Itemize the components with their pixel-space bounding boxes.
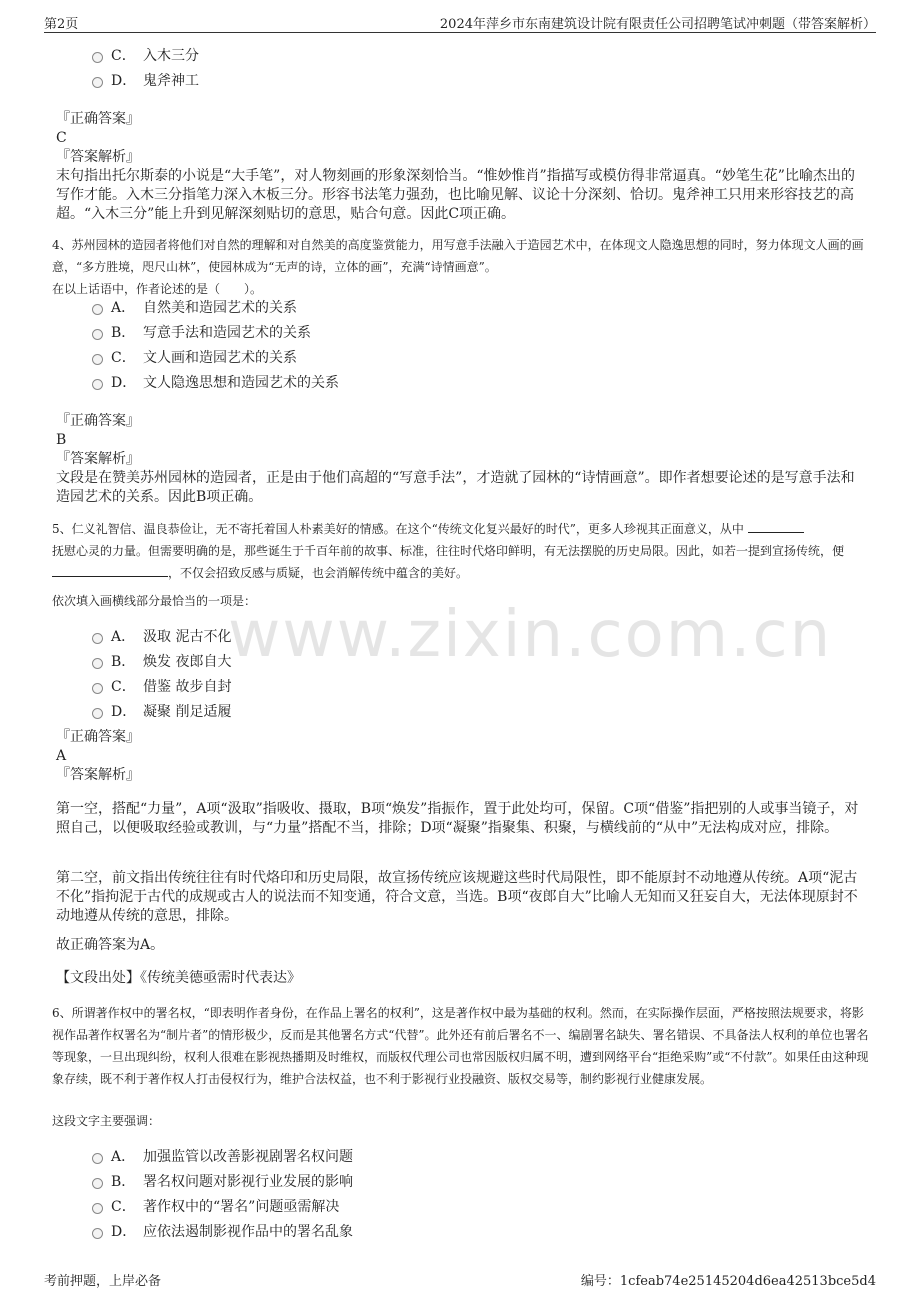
q5-stem: 5、仁义礼智信、温良恭俭让，无不寄托着国人朴素美好的情感。在这个“传统文化复兴最好的时代”，更多人珍视其正面意义，从中 抚慰心灵的力量。但需要明确的是，那些诞生于千百年前的故事、标准，往往时代烙印鲜明，有无法摆脱的历史局限。因此，如若一提到宣扬传统，便 ，不仅会招致反感与质疑，也会消解传统中蕴含的美好。	[52, 518, 870, 584]
q5-analysis-2: 第二空，前文指出传统往往有时代烙印和历史局限，故宣扬传统应该规避这些时代局限性，即不能原封不动地遵从传统。A项“泥古不化”指拘泥于古代的成规或古人的说法而不知变通，符合文意，当选。B项“夜郎自大”比喻人无知而又狂妄自大，无法体现原封不动地遵从传统的意思，排除。	[56, 870, 858, 924]
q3-answer-block	[56, 110, 868, 224]
q4-options	[92, 294, 692, 394]
analysis-heading: 『答案解析』	[56, 149, 140, 165]
answer-value: B	[56, 432, 67, 448]
document-id: 编号：1cfeab74e25145204d6ea42513bce5d4	[580, 1274, 876, 1289]
radio-icon[interactable]	[92, 329, 103, 340]
q5-option-a[interactable]: A． 汲取 泥古不化	[92, 623, 692, 648]
radio-icon[interactable]	[92, 1203, 103, 1214]
source-title: 《传统美德亟需时代表达》	[140, 970, 301, 986]
q5-option-b[interactable]: B． 焕发 夜郎自大	[92, 648, 692, 673]
q6-option-a[interactable]: A． 加强监管以改善影视剧署名权问题	[92, 1143, 692, 1168]
q5-option-c[interactable]: C． 借鉴 故步自封	[92, 673, 692, 698]
fill-blank-2	[52, 562, 168, 577]
q6-option-c[interactable]: C． 著作权中的“署名”问题亟需解决	[92, 1193, 692, 1218]
radio-icon[interactable]	[92, 77, 103, 88]
footer-slogan: 考前押题，上岸必备	[44, 1274, 162, 1289]
q5-option-d[interactable]: D． 凝聚 削足适履	[92, 698, 692, 723]
q5-source	[56, 969, 868, 988]
source-label: 【文段出处】	[56, 970, 140, 986]
analysis-text: 文段是在赞美苏州园林的造园者，正是由于他们高超的“写意手法”，才造就了园林的“诗情画意”。即作者想要论述的是写意手法和造园艺术的关系。因此B项正确。	[56, 470, 855, 505]
q4-option-b[interactable]: B． 写意手法和造园艺术的关系	[92, 319, 692, 344]
q5-answer-block	[56, 728, 868, 785]
q5-options	[92, 623, 692, 723]
q5-conclusion: 故正确答案为A。	[56, 937, 165, 953]
fill-blank-1	[748, 518, 804, 533]
radio-icon[interactable]	[92, 633, 103, 644]
q4-stem: 4、苏州园林的造园者将他们对自然的理解和对自然美的高度鉴赏能力，用写意手法融入于造园艺术中，在体现文人隐逸思想的同时，努力体现文人画的画意，“多方胜境，咫尺山林”，使园林成为“无声的诗，立体的画”，充满“诗情画意”。 在以上话语中，作者论述的是（ ）。	[52, 234, 870, 300]
q4-option-d[interactable]: D． 文人隐逸思想和造园艺术的关系	[92, 369, 692, 394]
radio-icon[interactable]	[92, 683, 103, 694]
answer-heading: 『正确答案』	[56, 111, 140, 127]
q5-analysis-1: 第一空，搭配“力量”，A项“汲取”指吸收、摄取，B项“焕发”指振作，置于此处均可，保留。C项“借鉴”指把别的人或事当镜子，对照自己，以便吸取经验或教训，与“力量”搭配不当，排除；D项“凝聚”指聚集、积聚，与横线前的“从中”无法构成对应，排除。	[56, 801, 859, 836]
radio-icon[interactable]	[92, 354, 103, 365]
q4-option-a[interactable]: A． 自然美和造园艺术的关系	[92, 294, 692, 319]
answer-heading: 『正确答案』	[56, 729, 140, 745]
radio-icon[interactable]	[92, 1153, 103, 1164]
answer-value: C	[56, 130, 67, 146]
answer-heading: 『正确答案』	[56, 413, 140, 429]
q3-options	[92, 42, 692, 92]
document-title: 2024年萍乡市东南建筑设计院有限责任公司招聘笔试冲刺题（带答案解析）	[439, 17, 876, 32]
page-number: 第2页	[44, 17, 79, 32]
radio-icon[interactable]	[92, 1228, 103, 1239]
q3-option-c[interactable]: C． 入木三分	[92, 42, 692, 67]
radio-icon[interactable]	[92, 304, 103, 315]
q6-prompt: 这段文字主要强调：	[52, 1114, 161, 1128]
q4-prompt: 在以上话语中，作者论述的是（ ）。	[52, 282, 263, 296]
q3-option-d[interactable]: D． 鬼斧神工	[92, 67, 692, 92]
radio-icon[interactable]	[92, 1178, 103, 1189]
radio-icon[interactable]	[92, 708, 103, 719]
q4-answer-block	[56, 412, 868, 507]
q5-prompt: 依次填入画横线部分最恰当的一项是：	[52, 594, 257, 608]
analysis-heading: 『答案解析』	[56, 451, 140, 467]
q6-option-d[interactable]: D． 应依法遏制影视作品中的署名乱象	[92, 1218, 692, 1243]
q6-stem: 6、所谓著作权中的署名权，“即表明作者身份，在作品上署名的权利”，这是著作权中最为基础的权利。然而，在实际操作层面，严格按照法规要求，将影视作品著作权署名为“制片者”的情形极少，反而是其他署名方式“代替”。此外还有前后署名不一、编剧署名缺失、署名错误、不具备法人权利的单位也署名等现象，一旦出现纠纷，权利人很难在影视热播期及时维权，而版权代理公司也常因版权归属不明，遭到网络平台“拒绝采购”或“不付款”。如果任由这种现象存续，既不利于著作权人打击侵权行为，维护合法权益，也不利于影视行业投融资、版权交易等，制约影视行业健康发展。	[52, 1006, 869, 1086]
analysis-heading: 『答案解析』	[56, 767, 140, 783]
q6-options	[92, 1143, 692, 1243]
radio-icon[interactable]	[92, 379, 103, 390]
q4-option-c[interactable]: C． 文人画和造园艺术的关系	[92, 344, 692, 369]
radio-icon[interactable]	[92, 52, 103, 63]
analysis-text: 末句指出托尔斯泰的小说是“大手笔”，对人物刻画的形象深刻恰当。“惟妙惟肖”指描写或模仿得非常逼真。“妙笔生花”比喻杰出的写作才能。入木三分指笔力深入木板三分。形容书法笔力强劲，也比喻见解、议论十分深刻、恰切。鬼斧神工只用来形容技艺的高超。“入木三分”能上升到见解深刻贴切的意思，贴合句意。因此C项正确。	[56, 168, 855, 222]
radio-icon[interactable]	[92, 658, 103, 669]
page-header	[44, 10, 876, 33]
q6-option-b[interactable]: B． 署名权问题对影视行业发展的影响	[92, 1168, 692, 1193]
answer-value: A	[56, 748, 67, 764]
watermark: www.zixin.com.cn	[228, 598, 833, 672]
